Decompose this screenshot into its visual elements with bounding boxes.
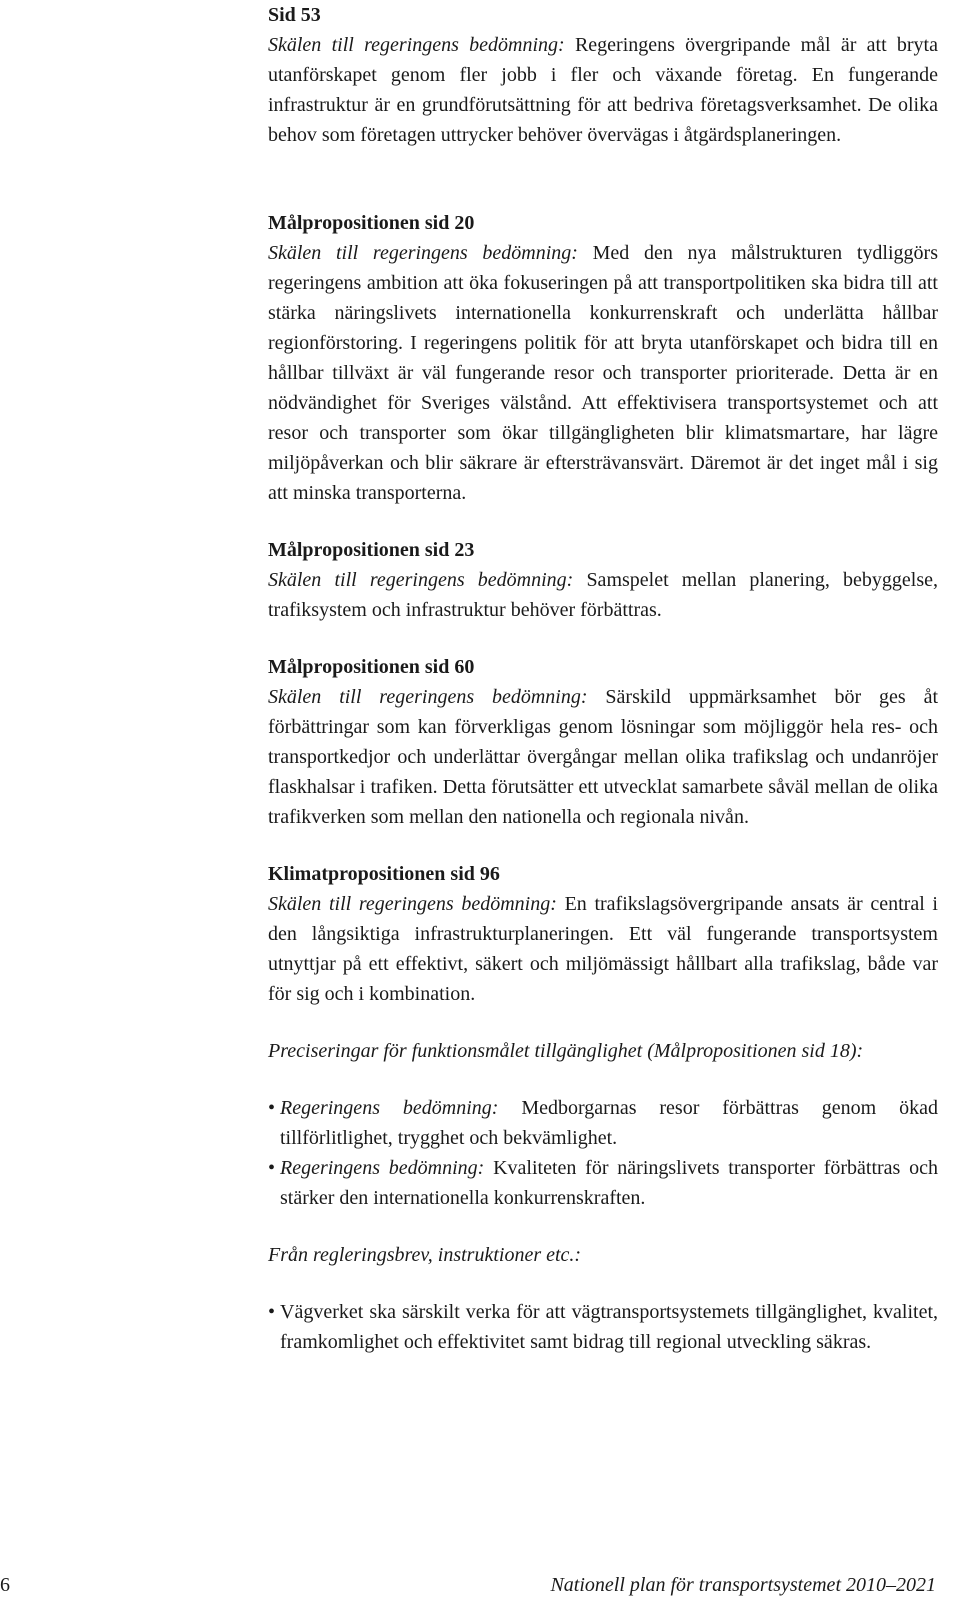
bullet-icon: • [268,1301,276,1323]
spacer [268,1009,938,1036]
section-text: En trafikslagsövergripande ansats är central i den långsiktiga infrastrukturplaneringen. Ett väl fungerande transportsystem utnyttjar på ett effektivt, säkert och miljömässigt hållbart alla trafikslag, både var för sig och i kombination. [268,893,938,1005]
spacer [268,150,938,179]
spacer [268,1270,938,1297]
item-text: Kvaliteten för näringslivets transporter förbättras och stärker den internationella konkurrenskraften. [280,1157,938,1209]
item-text: Medborgarnas resor förbättras genom ökad tillförlitlighet, trygghet och bekvämlighet. [280,1097,939,1149]
spacer [268,625,938,652]
spacer [268,179,938,208]
section-text: Samspelet mellan planering, bebyggelse, trafiksystem och infrastruktur behöver förbättras. [268,569,938,621]
item-text: Vägverket ska särskilt verka för att vägtransportsystemets tillgänglighet, kvalitet, framkomlighet och effektivitet samt bidrag till regional utveckling säkras. [280,1301,938,1353]
regleringsbrev-list [268,1297,938,1357]
section-lead: Skälen till regeringens bedömning: [268,893,557,915]
bullet-icon: • [268,1157,276,1179]
list-item [268,1093,938,1153]
section-sid-53 [268,0,938,150]
section-lead: Skälen till regeringens bedömning: [268,569,574,591]
section-heading: Målpropositionen sid 20 [268,212,475,234]
section-heading: Klimatpropositionen sid 96 [268,863,500,885]
section-text: Med den nya målstrukturen tydliggörs regeringens ambition att öka fokuseringen på att transportpolitiken ska bidra till att stärka näringslivets internationella konkurrenskraft och underlätta hållbar regionförstoring. I regeringens politik för att bryta utanförskapet och bidra till en hållbar tillväxt är väl fungerande resor och transporter prioriterade. Detta är en nödvändighet för Sveriges välstånd. Att effektivisera transportsystemet och att resor och transporter som ökar tillgängligheten blir klimatsmartare, har lägre miljöpåverkan och blir säkrare är eftersträvansvärt. Däremot är det inget mål i sig att minska transporterna. [268,242,938,504]
section-heading: Målpropositionen sid 23 [268,539,475,561]
item-lead: Regeringens bedömning: [280,1157,485,1179]
page-content [268,0,938,1357]
spacer [268,508,938,535]
regleringsbrev-title: Från regleringsbrev, instruktioner etc.: [268,1244,582,1266]
section-malpropositionen-60 [268,652,938,832]
section-text: Särskild uppmärksamhet bör ges åt förbättringar som kan förverkligas genom lösningar som möjliggör hela res- och transportkedjor och underlättar övergångar mellan olika trafikslag och undanröjer flaskhalsar i trafiken. Detta förutsätter ett utvecklat samarbete såväl mellan de olika trafikverken som mellan den nationella och regionala nivån. [268,686,938,828]
list-item [268,1153,938,1213]
section-malpropositionen-20 [268,208,938,508]
spacer [268,1066,938,1093]
page-number: 6 [0,1574,10,1596]
section-malpropositionen-23 [268,535,938,625]
section-text: Regeringens övergripande mål är att bryta utanförskapet genom fler jobb i fler och växande företag. En fungerande infrastruktur är en grundförutsättning för att bedriva företagsverksamhet. De olika behov som företagen uttrycker behöver övervägas i åtgärdsplaneringen. [268,34,938,146]
spacer [268,832,938,859]
section-heading: Sid 53 [268,4,321,26]
footer-document-title: Nationell plan för transportsystemet 2010–2021 [550,1574,936,1596]
bullet-icon: • [268,1097,276,1119]
item-lead: Regeringens bedömning: [280,1097,499,1119]
section-lead: Skälen till regeringens bedömning: [268,34,565,56]
preciseringar-title: Preciseringar för funktionsmålet tillgänglighet (Målpropositionen sid 18): [268,1040,864,1062]
section-lead: Skälen till regeringens bedömning: [268,242,578,264]
section-klimatpropositionen-96 [268,859,938,1009]
spacer [268,1213,938,1240]
section-heading: Målpropositionen sid 60 [268,656,475,678]
section-lead: Skälen till regeringens bedömning: [268,686,588,708]
list-item [268,1297,938,1357]
preciseringar-list [268,1093,938,1213]
